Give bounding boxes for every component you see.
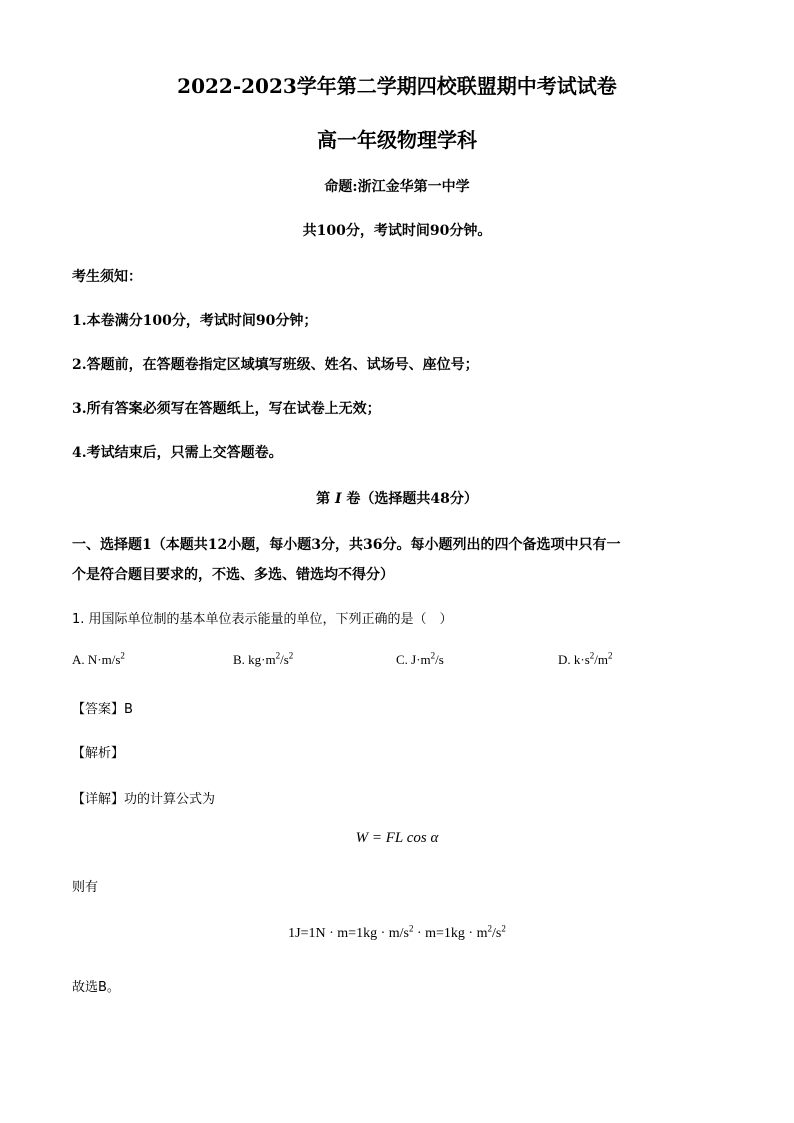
section-heading-line1: 一、选择题1（本题共12小题，每小题3分，共36分。每小题列出的四个备选项中只有一	[72, 537, 621, 553]
option-a	[72, 652, 125, 668]
notice-item: 4.考试结束后，只需上交答题卷。	[72, 445, 283, 461]
option-c-tail: /s	[435, 652, 444, 667]
option-c-label: C. J·m	[396, 652, 431, 667]
section-heading-line2: 个是符合题目要求的，不选、多选、错选均不得分）	[72, 567, 394, 583]
part-suffix: 卷（选择题共48分）	[346, 491, 478, 507]
formula-part3: /s	[491, 926, 502, 941]
option-a-label: A. N·m/s	[72, 652, 121, 667]
formula-exp3: 2	[501, 923, 506, 934]
conclusion-line: 故选B。	[72, 980, 120, 995]
option-d-exp: 2	[589, 650, 595, 661]
analysis-heading: 【解析】	[72, 746, 125, 761]
option-c-exp: 2	[430, 650, 436, 661]
part-heading	[0, 488, 794, 508]
option-d	[558, 652, 613, 668]
option-b-exp: 2	[275, 650, 281, 661]
option-d-exp2: 2	[608, 650, 613, 661]
option-b-exp2: 2	[288, 650, 294, 661]
option-b	[233, 652, 293, 668]
notice-item: 2.答题前，在答题卷指定区域填写班级、姓名、试场号、座位号；	[72, 357, 479, 373]
option-d-label: D. k·s	[558, 652, 590, 667]
answer-line: 【答案】B	[72, 702, 133, 717]
work-formula: W = FL cos α	[355, 830, 439, 846]
part-prefix: 第	[316, 491, 331, 507]
formula-part1: 1J=1N · m=1kg · m/s	[288, 926, 409, 941]
unit-derivation-formula	[0, 923, 794, 942]
score-info: 共100分，考试时间90分钟。	[302, 223, 492, 239]
detail-line: 【详解】功的计算公式为	[72, 792, 216, 807]
formula-part2: · m=1kg · m	[413, 926, 488, 941]
subject-title: 高一年级物理学科	[317, 128, 477, 152]
option-c	[396, 652, 444, 668]
part-roman: I	[334, 491, 342, 507]
formula-exp1: 2	[408, 923, 414, 934]
notice-heading: 考生须知：	[72, 269, 142, 285]
then-line: 则有	[72, 880, 99, 895]
option-b-label: B. kg·m	[233, 652, 276, 667]
author-line: 命题:浙江金华第一中学	[324, 179, 470, 195]
option-a-exp: 2	[120, 650, 125, 661]
option-d-mid: /m	[594, 652, 609, 667]
option-b-mid: /s	[280, 652, 289, 667]
question-stem: 1. 用国际单位制的基本单位表示能量的单位，下列正确的是（ ）	[72, 612, 453, 627]
formula-exp2: 2	[487, 923, 492, 934]
notice-item: 3.所有答案必须写在答题纸上，写在试卷上无效；	[72, 401, 381, 417]
notice-item: 1.本卷满分100分，考试时间90分钟；	[72, 313, 318, 329]
exam-title: 2022-2023学年第二学期四校联盟期中考试试卷	[177, 74, 617, 98]
